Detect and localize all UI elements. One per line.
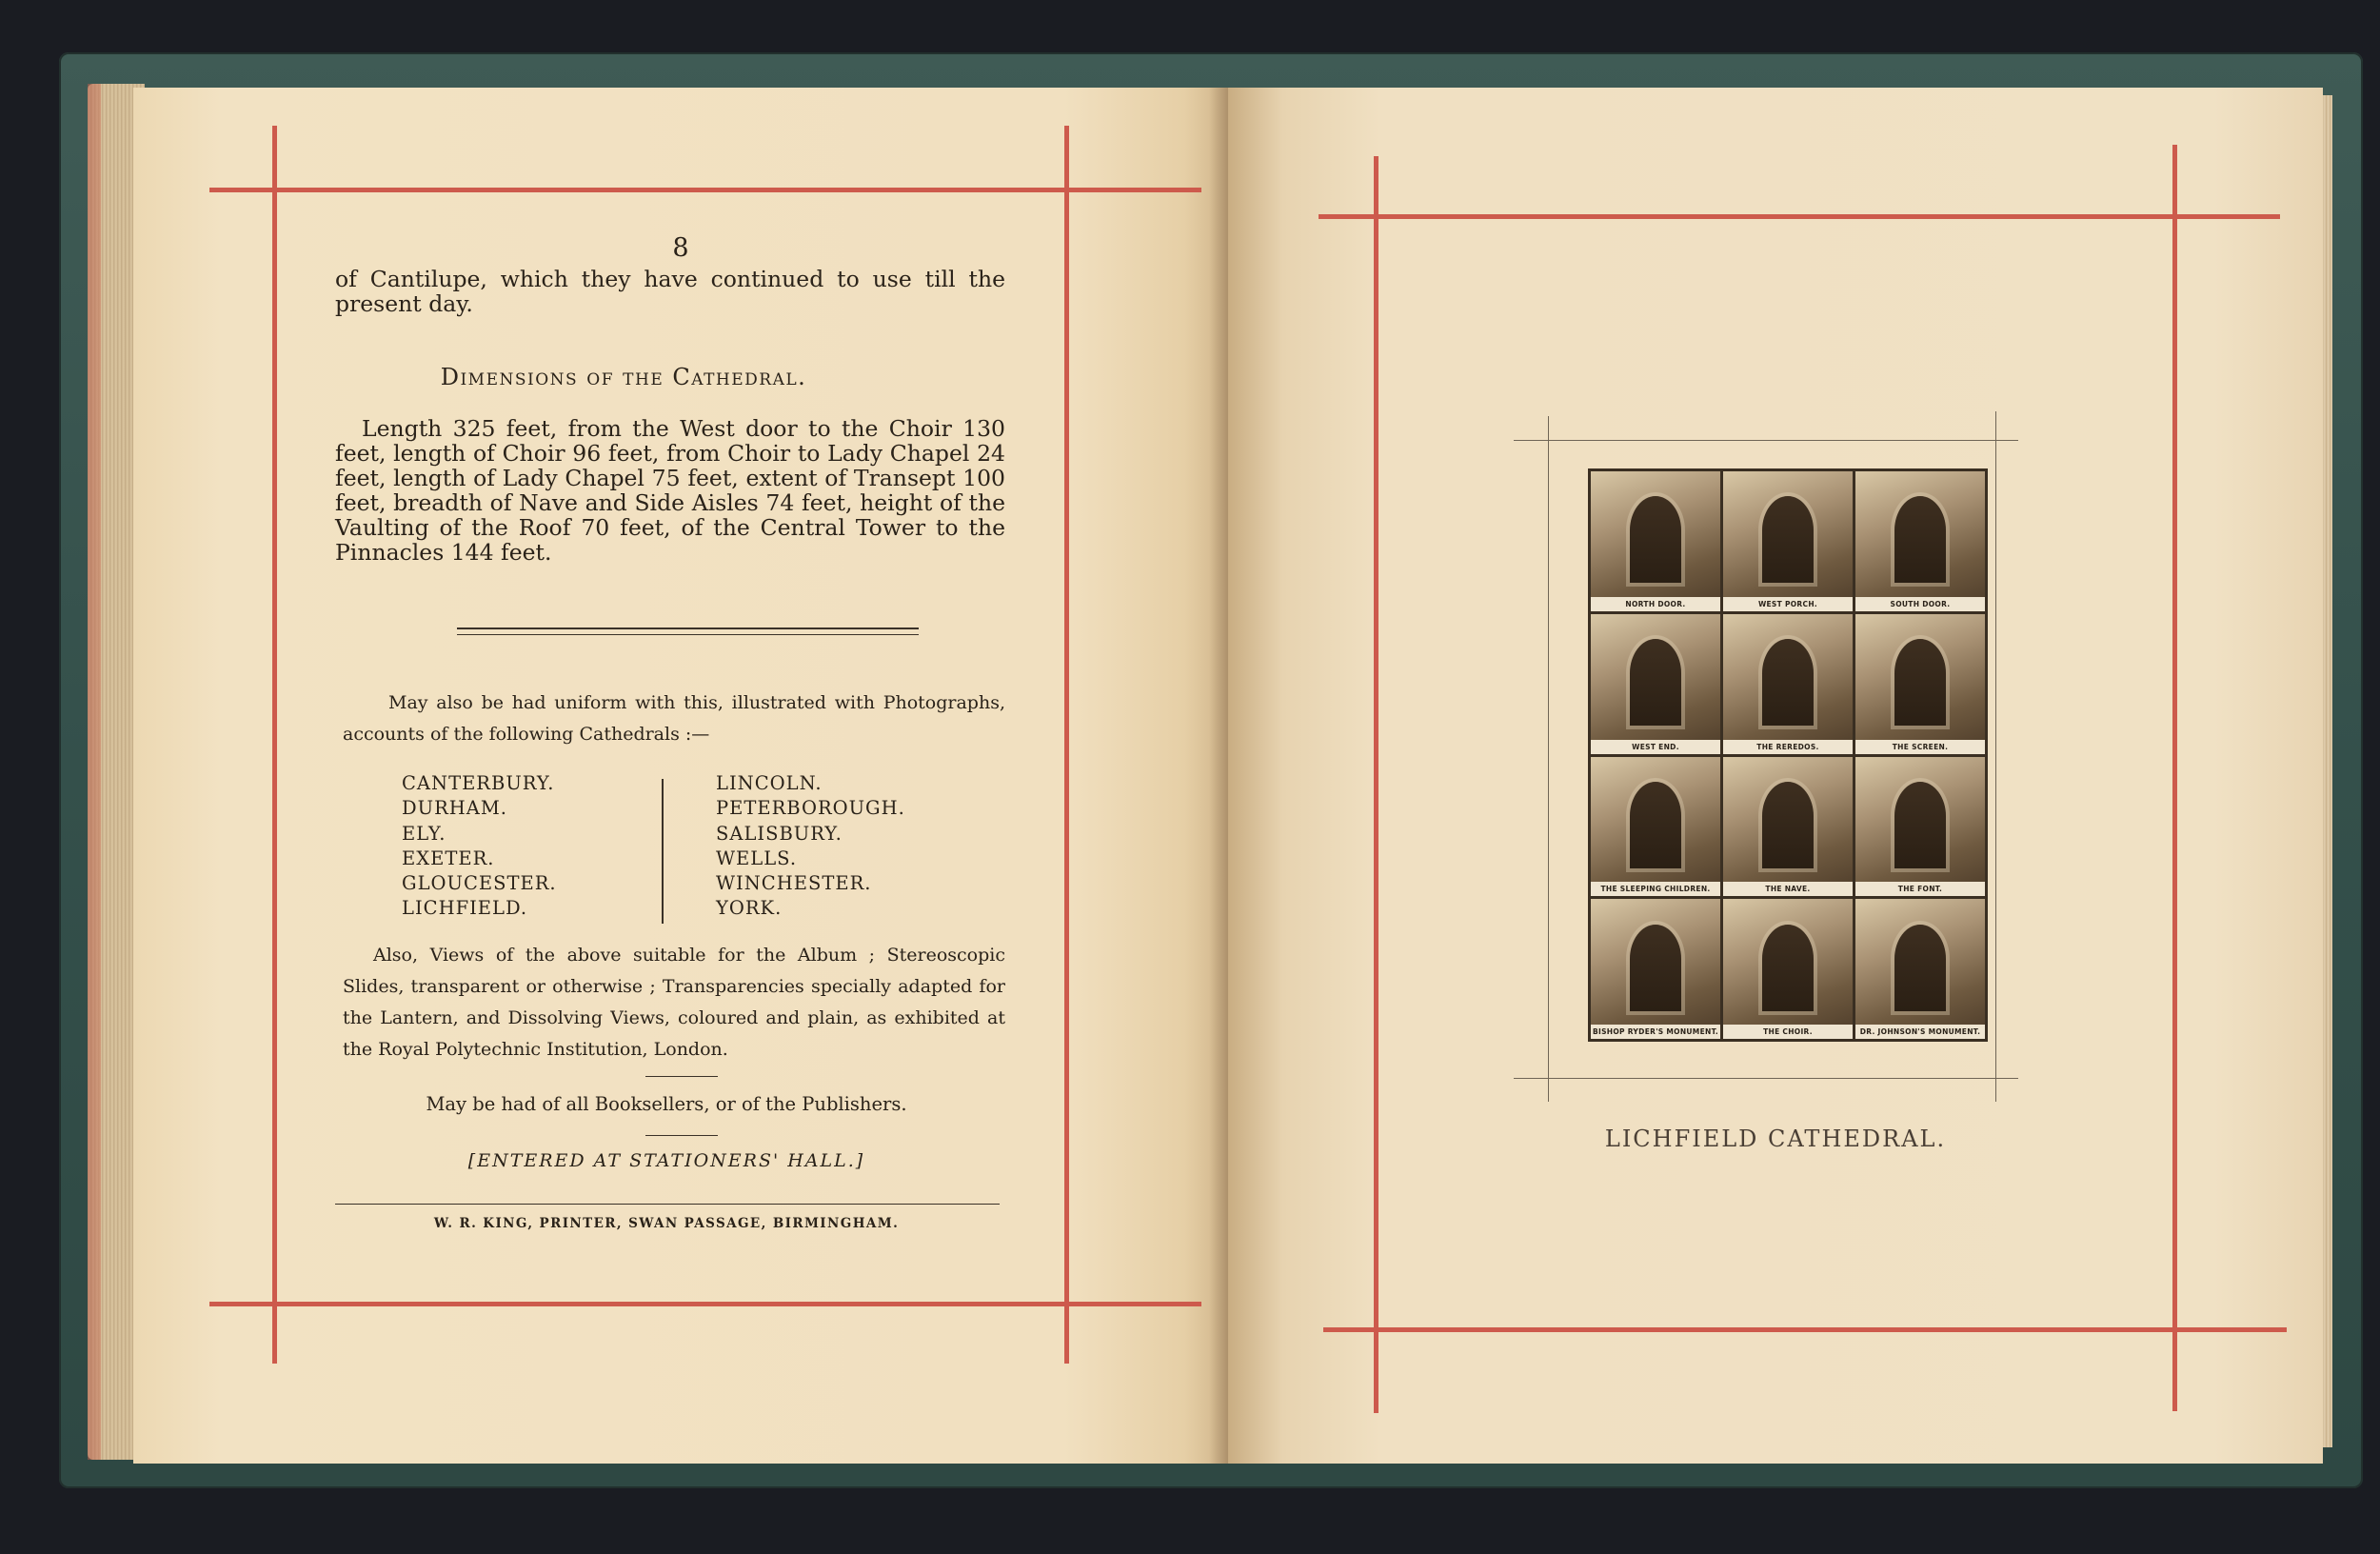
arch-shape [1630, 639, 1681, 726]
photo-cell [1591, 899, 1720, 1039]
photo-cell [1591, 471, 1720, 611]
footer-rule [335, 1204, 1000, 1205]
photo-cell [1855, 614, 1985, 754]
photo-cell [1855, 899, 1985, 1039]
booksellers-line: May be had of all Booksellers, or of the Publishers. [426, 1093, 907, 1115]
photo-label: WEST PORCH. [1723, 597, 1853, 611]
photo-cell [1723, 899, 1853, 1039]
photo-caption: LICHFIELD CATHEDRAL. [1604, 1126, 1947, 1152]
entered-notice: [ENTERED AT STATIONERS' HALL.] [467, 1150, 865, 1171]
photo-cell [1591, 757, 1720, 897]
views-paragraph: Also, Views of the above suitable for the Album ; Stereoscopic Slides, transparent or otherwise ; Transparencies specially adapted for the Lantern, and Dissolving Views, coloured and plain, as exhibited at the Royal Polytechnic Institution, London. [343, 945, 1005, 1060]
photo-label: THE REREDOS. [1723, 740, 1853, 754]
border-rule-right [2172, 145, 2177, 1411]
arch-shape [1762, 925, 1814, 1011]
cathedral-list-left [402, 771, 557, 922]
mount-frame-line [1514, 440, 2018, 441]
arch-shape [1762, 496, 1814, 583]
cathedral-item: SALISBURY. [716, 822, 843, 845]
photo-label: BISHOP RYDER'S MONUMENT. [1591, 1025, 1720, 1039]
arch-shape [1762, 639, 1814, 726]
photo-cell [1723, 757, 1853, 897]
photo-cell [1591, 614, 1720, 754]
arch-shape [1894, 639, 1946, 726]
mount-frame-line [1995, 411, 1996, 1102]
border-rule-left [272, 126, 277, 1364]
cathedral-item: WINCHESTER. [716, 872, 872, 895]
photo-label: THE SLEEPING CHILDREN. [1591, 882, 1720, 896]
photo-label: THE SCREEN. [1855, 740, 1985, 754]
photo-label: WEST END. [1591, 740, 1720, 754]
border-rule-right [1064, 126, 1069, 1364]
cathedral-item: CANTERBURY. [402, 772, 555, 794]
border-rule-top [209, 188, 1201, 192]
list-column-divider [662, 779, 664, 924]
short-rule [645, 1076, 718, 1077]
photo-label: THE FONT. [1855, 882, 1985, 896]
mount-frame-line [1514, 1078, 2018, 1079]
cathedral-photo-montage [1588, 468, 1988, 1042]
cathedral-item: LINCOLN. [716, 772, 823, 794]
mount-frame-line [1548, 416, 1549, 1102]
border-rule-top [1319, 214, 2280, 219]
arch-shape [1894, 925, 1946, 1011]
cathedral-item: ELY. [402, 822, 446, 845]
cathedral-item: EXETER. [402, 847, 495, 869]
section-divider-lower [457, 634, 919, 635]
photo-label: DR. JOHNSON'S MONUMENT. [1855, 1025, 1985, 1039]
photo-label: THE NAVE. [1723, 882, 1853, 896]
printer-imprint: W. R. KING, PRINTER, SWAN PASSAGE, BIRMINGHAM. [433, 1216, 900, 1231]
cathedral-item: PETERBOROUGH. [716, 797, 905, 820]
photo-cell [1855, 757, 1985, 897]
advert-intro: May also be had uniform with this, illustrated with Photographs, accounts of the following Cathedrals :— [343, 692, 1005, 745]
cathedral-item: GLOUCESTER. [402, 872, 557, 895]
arch-shape [1630, 782, 1681, 868]
arch-shape [1894, 496, 1946, 583]
arch-shape [1630, 925, 1681, 1011]
photo-cell [1723, 614, 1853, 754]
photo-cell [1855, 471, 1985, 611]
arch-shape [1762, 782, 1814, 868]
cathedral-item: WELLS. [716, 847, 798, 869]
border-rule-bottom [1323, 1327, 2287, 1332]
arch-shape [1630, 496, 1681, 583]
cathedral-item: DURHAM. [402, 797, 508, 820]
page-number: 8 [672, 233, 689, 263]
arch-shape [1894, 782, 1946, 868]
intro-paragraph: of Cantilupe, which they have continued to use till the present day. [335, 266, 1005, 317]
dimensions-heading: Dimensions of the Cathedral. [440, 364, 807, 390]
border-rule-left [1374, 156, 1378, 1413]
short-rule [645, 1135, 718, 1136]
section-divider [457, 628, 919, 629]
left-page [133, 88, 1228, 1464]
cathedral-item: YORK. [716, 897, 783, 920]
photo-label: THE CHOIR. [1723, 1025, 1853, 1039]
cathedral-item: LICHFIELD. [402, 897, 528, 920]
photo-cell [1723, 471, 1853, 611]
photo-label: NORTH DOOR. [1591, 597, 1720, 611]
photo-label: SOUTH DOOR. [1855, 597, 1985, 611]
dimensions-paragraph: Length 325 feet, from the West door to the Choir 130 feet, length of Choir 96 feet, from Choir to Lady Chapel 24 feet, length of Lady Chapel 75 feet, extent of Transept 100 feet, breadth of Nave and Side Aisles 74 feet, height of the Vaulting of the Roof 70 feet, of the Central Tower to the Pinnacles 144 feet. [335, 415, 1005, 566]
cathedral-list-right [716, 771, 905, 922]
border-rule-bottom [209, 1302, 1201, 1306]
